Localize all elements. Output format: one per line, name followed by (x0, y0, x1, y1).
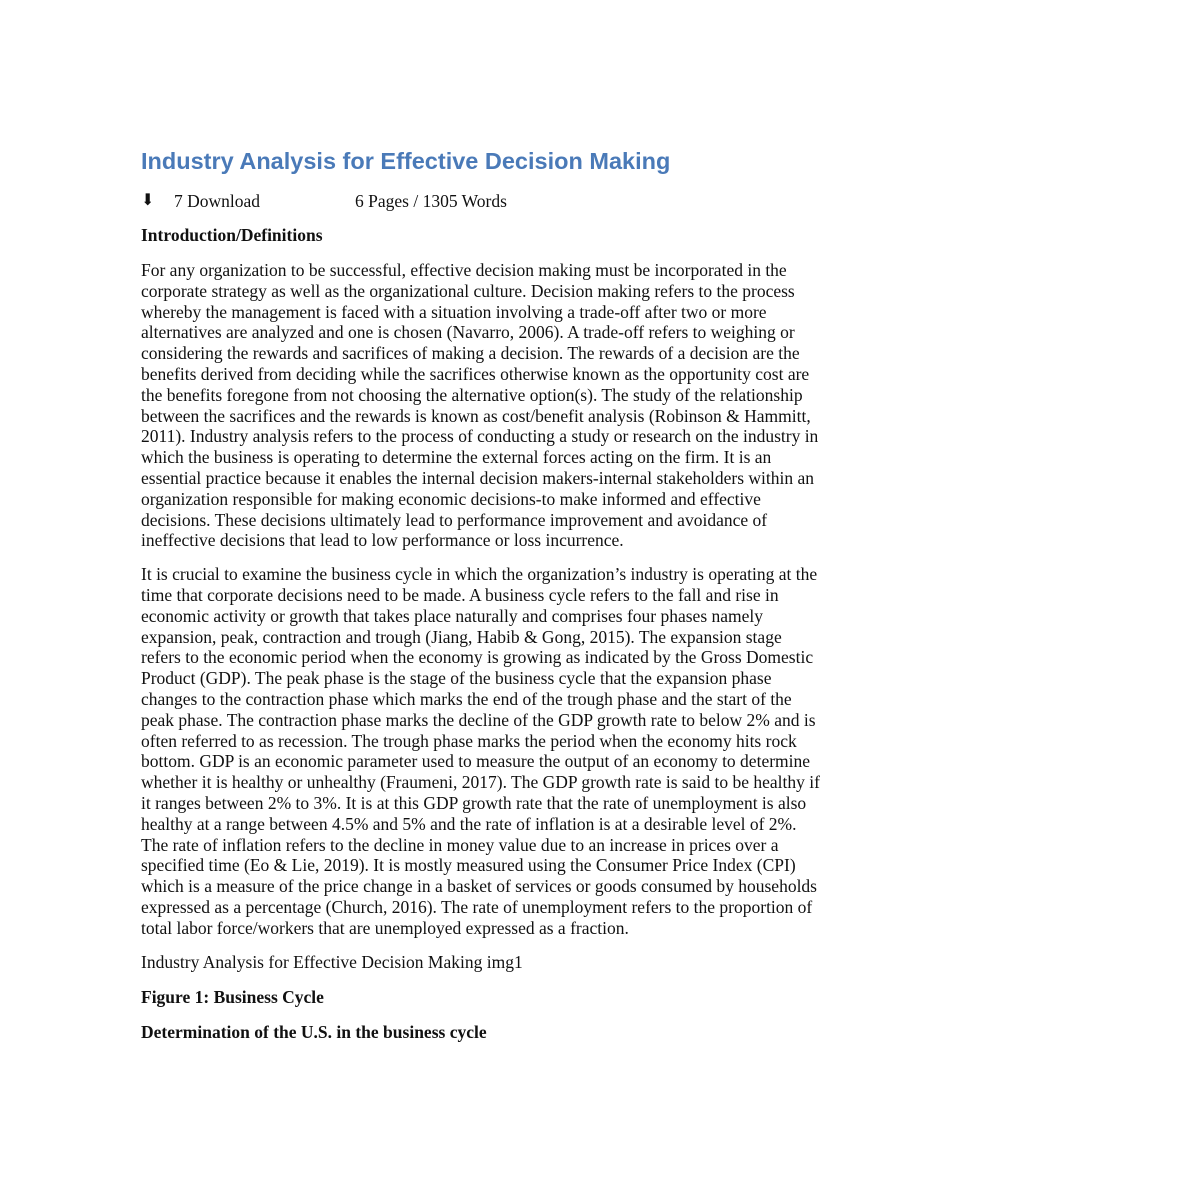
paragraph-line: total labor force/workers that are unemployed expressed as a fraction. (141, 917, 629, 938)
paragraph-line: The rate of inflation refers to the decline in money value due to an increase in prices over a (141, 834, 779, 855)
paragraph-line: For any organization to be successful, effective decision making must be incorporated in the (141, 260, 787, 280)
paragraph-line: the benefits foregone from not choosing the alternative option(s). The study of the relationship (141, 384, 803, 405)
paragraph-line: alternatives are analyzed and one is chosen (Navarro, 2006). A trade-off refers to weighing or (141, 322, 795, 343)
paragraph-line: considering the rewards and sacrifices of making a decision. The rewards of a decision are the (141, 343, 800, 364)
paragraph-line: it ranges between 2% to 3%. It is at this GDP growth rate that the rate of unemployment is also (141, 792, 807, 813)
paragraph-line: expansion, peak, contraction and trough (Jiang, Habib & Gong, 2015). The expansion stage (141, 626, 782, 647)
paragraph-line: whereby the management is faced with a situation involving a trade-off after two or more (141, 301, 767, 322)
paragraph-line: between the sacrifices and the rewards is known as cost/benefit analysis (Robinson & Hammitt, (141, 405, 811, 426)
paragraph-line: which is a measure of the price change in a basket of services or goods consumed by households (141, 876, 817, 897)
paragraph-line: expressed as a percentage (Church, 2016). The rate of unemployment refers to the proportion of (141, 896, 813, 917)
document-meta (141, 189, 1061, 213)
document-title: Industry Analysis for Effective Decision Making (141, 148, 671, 174)
paragraph-line: often referred to as recession. The trough phase marks the period when the economy hits rock (141, 730, 797, 751)
paragraph-line: decisions. These decisions ultimately lead to performance improvement and avoidance of (141, 509, 768, 530)
paragraph-line: time that corporate decisions need to be made. A business cycle refers to the fall and rise in (141, 584, 779, 605)
download-count: 7 Download (174, 191, 261, 211)
paragraph-line: organization responsible for making economic decisions-to make informed and effective (141, 488, 761, 509)
paragraph-line: bottom. GDP is an economic parameter used to measure the output of an economy to determine (141, 751, 811, 772)
paragraph-line: which the business is operating to determine the external forces acting on the firm. It is an (141, 447, 772, 468)
paragraph-line: It is crucial to examine the business cycle in which the organization’s industry is operating at the (141, 564, 818, 585)
paragraph-line: ineffective decisions that lead to low performance or loss incurrence. (141, 530, 624, 551)
paragraph-line: corporate strategy as well as the organizational culture. Decision making refers to the process (141, 280, 795, 301)
paragraph-line: peak phase. The contraction phase marks the decline of the GDP growth rate to below 2% and is (141, 709, 816, 730)
paragraph-line: specified time (Eo & Lie, 2019). It is mostly measured using the Consumer Price Index (CPI) (141, 855, 796, 876)
document-page (141, 146, 1061, 1043)
paragraph-introduction (141, 260, 1061, 551)
paragraph-line: essential practice because it enables the internal decision makers-internal stakeholders within an (141, 467, 815, 488)
subsection-heading: Determination of the U.S. in the business cycle (141, 1021, 487, 1042)
download-icon[interactable]: ⬇ (141, 192, 155, 209)
paragraph-business-cycle (141, 564, 1061, 938)
paragraph-line: refers to the economic period when the economy is growing as indicated by the Gross Domestic (141, 647, 814, 668)
paragraph-line: 2011). Industry analysis refers to the process of conducting a study or research on the industry in (141, 426, 819, 447)
paragraph-line: changes to the contraction phase which marks the end of the trough phase and the start of the (141, 688, 792, 709)
figure-caption: Figure 1: Business Cycle (141, 986, 324, 1007)
paragraph-line: economic activity or growth that takes place naturally and comprises four phases namely (141, 605, 764, 626)
section-heading: Introduction/Definitions (141, 225, 323, 245)
image-placeholder-text: Industry Analysis for Effective Decision Making img1 (141, 951, 523, 972)
paragraph-line: benefits derived from deciding while the sacrifices otherwise known as the opportunity cost are (141, 363, 810, 384)
paragraph-line: whether it is healthy or unhealthy (Fraumeni, 2017). The GDP growth rate is said to be healthy if (141, 772, 820, 793)
paragraph-line: healthy at a range between 4.5% and 5% and the rate of inflation is at a desirable level of 2%. (141, 813, 797, 834)
paragraph-line: Product (GDP). The peak phase is the stage of the business cycle that the expansion phase (141, 668, 772, 689)
pages-words-count: 6 Pages / 1305 Words (355, 191, 507, 211)
